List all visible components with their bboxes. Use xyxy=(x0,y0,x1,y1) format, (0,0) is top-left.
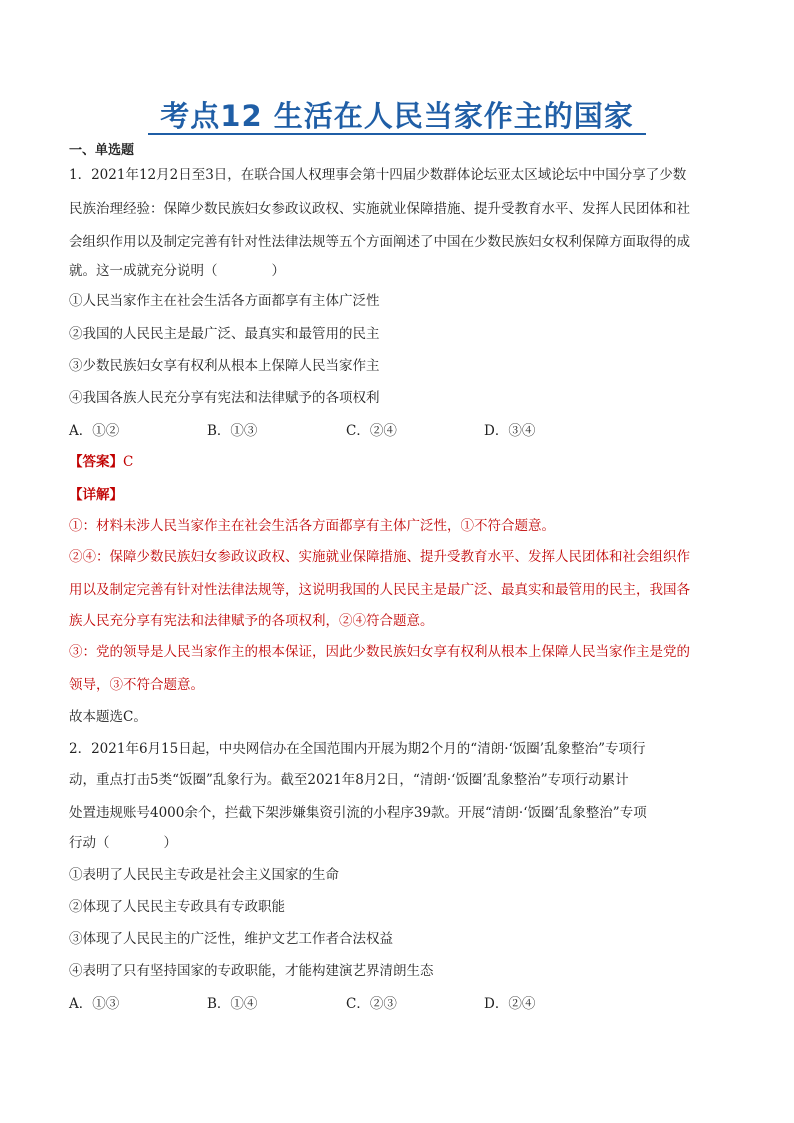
q1-option-d: D．③④ xyxy=(484,423,536,439)
q1-detail-line: ③：党的领导是人民当家作主的根本保证，因此少数民族妇女享有权利从根本上保障人民当家作主是党的 xyxy=(69,644,690,660)
q2-option-c: C．②③ xyxy=(346,996,397,1012)
section-heading: 一、单选题 xyxy=(69,143,135,158)
q2-option-b: B．①④ xyxy=(207,996,258,1012)
q2-option-d: D．②④ xyxy=(484,996,536,1012)
q1-option-b: B．①③ xyxy=(207,423,258,439)
q1-detail-line: ①：材料未涉人民当家作主在社会生活各方面都享有主体广泛性，①不符合题意。 xyxy=(69,518,555,534)
answer-value: C xyxy=(123,454,134,470)
answer-label: 【答案】 xyxy=(69,454,123,470)
q2-stem-line: 动，重点打击5类“饭圈”乱象行为。截至2021年8月2日，“清朗·‘饭圈’乱象整治”专项行动累计 xyxy=(69,772,629,788)
q1-item: ④我国各族人民充分享有宪法和法律赋予的各项权利 xyxy=(69,390,380,406)
q1-stem-line: 会组织作用以及制定完善有针对性法律法规等五个方面阐述了中国在少数民族妇女权利保障方面取得的成 xyxy=(69,234,690,250)
q1-detail-line: 族人民充分享有宪法和法律赋予的各项权利，②④符合题意。 xyxy=(69,613,434,629)
page-title: 考点12 生活在人民当家作主的国家 xyxy=(160,99,634,133)
q1-detail-line: 用以及制定完善有针对性法律法规等，这说明我国的人民民主是最广泛、最真实和最管用的民主，我国各 xyxy=(69,582,690,598)
q1-item: ①人民当家作主在社会生活各方面都享有主体广泛性 xyxy=(69,293,380,309)
q1-detail-line: ②④：保障少数民族妇女参政议政权、实施就业保障措施、提升受教育水平、发挥人民团体和社会组织作 xyxy=(69,549,690,565)
q1-item: ②我国的人民民主是最广泛、最真实和最管用的民主 xyxy=(69,326,380,342)
q1-option-c: C．②④ xyxy=(346,423,397,439)
detail-label: 【详解】 xyxy=(69,487,123,503)
q2-stem-line: 行动（ ） xyxy=(69,835,177,851)
q2-stem-line: 处置违规账号4000余个，拦截下架涉嫌集资引流的小程序39款。开展“清朗·‘饭圈’乱象整治”专项 xyxy=(69,805,647,821)
q2-stem-line: 2．2021年6月15日起，中央网信办在全国范围内开展为期2个月的“清朗·‘饭圈’乱象整治”专项行 xyxy=(69,741,646,757)
q1-stem-line: 就。这一成就充分说明（ ） xyxy=(69,263,285,279)
title-underline xyxy=(148,133,646,135)
q1-detail-line: 领导，③不符合题意。 xyxy=(69,677,204,693)
q2-item: ②体现了人民民主专政具有专政职能 xyxy=(69,899,285,915)
q1-answer xyxy=(69,453,133,471)
q1-conclusion: 故本题选C。 xyxy=(69,709,147,725)
q2-item: ①表明了人民民主专政是社会主义国家的生命 xyxy=(69,867,339,883)
q2-item: ④表明了只有坚持国家的专政职能，才能构建演艺界清朗生态 xyxy=(69,963,434,979)
q1-stem-line: 1．2021年12月2日至3日，在联合国人权理事会第十四届少数群体论坛亚太区域论坛中中国分享了少数 xyxy=(69,167,687,183)
q1-stem-line: 民族治理经验：保障少数民族妇女参政议政权、实施就业保障措施、提升受教育水平、发挥人民团体和社 xyxy=(69,201,690,217)
q2-item: ③体现了人民民主的广泛性，维护文艺工作者合法权益 xyxy=(69,931,393,947)
q1-option-a: A．①② xyxy=(69,423,120,439)
q2-option-a: A．①③ xyxy=(69,996,120,1012)
q1-item: ③少数民族妇女享有权利从根本上保障人民当家作主 xyxy=(69,358,380,374)
